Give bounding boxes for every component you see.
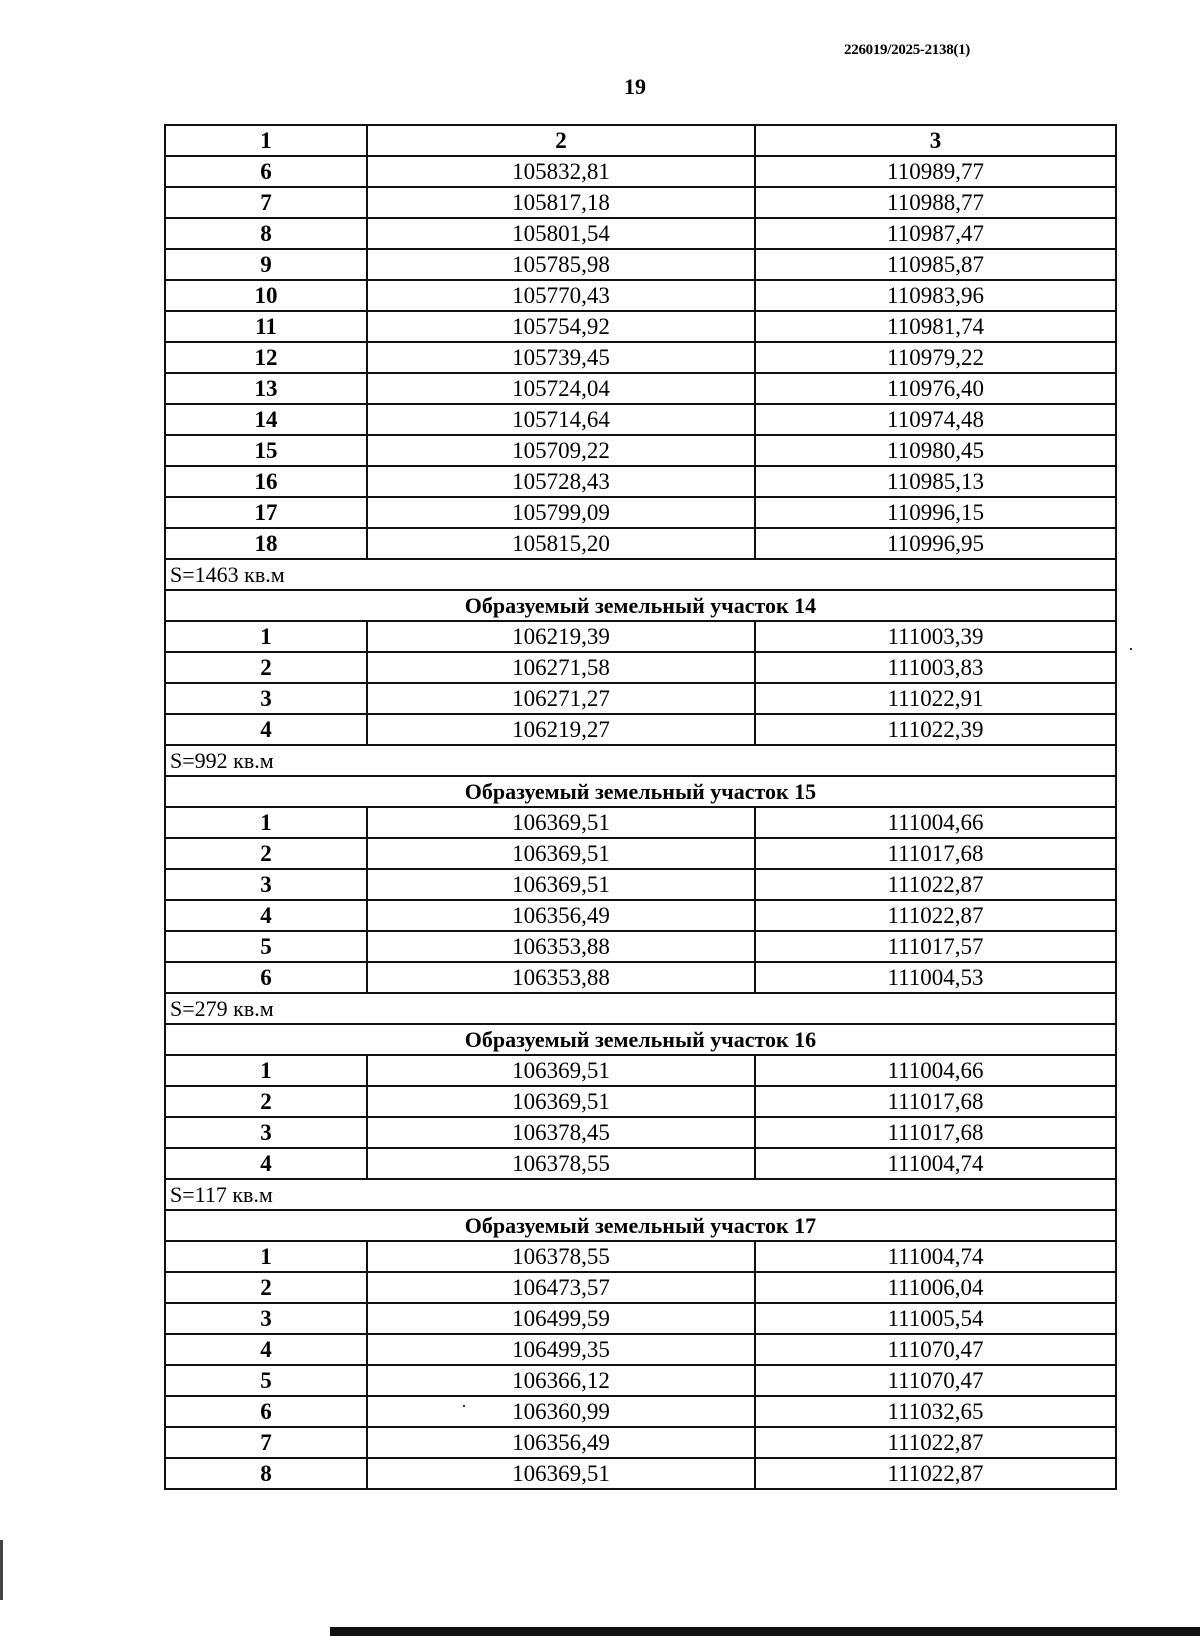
table-row bbox=[165, 838, 1116, 869]
point-number: 2 bbox=[165, 1086, 367, 1117]
point-number: 18 bbox=[165, 528, 367, 559]
table-row bbox=[165, 1427, 1116, 1458]
coordinates-table bbox=[164, 124, 1117, 1490]
point-number: 3 bbox=[165, 869, 367, 900]
y-coordinate: 111022,87 bbox=[755, 1458, 1116, 1489]
point-number: 6 bbox=[165, 962, 367, 993]
x-coordinate: 106369,51 bbox=[367, 838, 755, 869]
point-number: 7 bbox=[165, 187, 367, 218]
point-number: 2 bbox=[165, 1272, 367, 1303]
column-header: 1 bbox=[165, 125, 367, 156]
point-number: 15 bbox=[165, 435, 367, 466]
table-row bbox=[165, 342, 1116, 373]
scan-edge-mark bbox=[0, 1540, 3, 1600]
area-row bbox=[165, 559, 1116, 590]
point-number: 4 bbox=[165, 1334, 367, 1365]
page-number: 19 bbox=[624, 74, 646, 99]
area-row bbox=[165, 745, 1116, 776]
table-row bbox=[165, 404, 1116, 435]
area-value: S=992 кв.м bbox=[165, 745, 1116, 776]
table-row bbox=[165, 156, 1116, 187]
y-coordinate: 111004,53 bbox=[755, 962, 1116, 993]
y-coordinate: 111070,47 bbox=[755, 1365, 1116, 1396]
x-coordinate: 106473,57 bbox=[367, 1272, 755, 1303]
y-coordinate: 111017,68 bbox=[755, 1086, 1116, 1117]
y-coordinate: 111004,74 bbox=[755, 1241, 1116, 1272]
section-title-row bbox=[165, 1210, 1116, 1241]
table-row bbox=[165, 900, 1116, 931]
y-coordinate: 110989,77 bbox=[755, 156, 1116, 187]
x-coordinate: 106356,49 bbox=[367, 900, 755, 931]
y-coordinate: 110980,45 bbox=[755, 435, 1116, 466]
table-row bbox=[165, 652, 1116, 683]
y-coordinate: 111004,66 bbox=[755, 1055, 1116, 1086]
section-title: Образуемый земельный участок 17 bbox=[165, 1210, 1116, 1241]
point-number: 4 bbox=[165, 714, 367, 745]
x-coordinate: 105754,92 bbox=[367, 311, 755, 342]
area-value: S=279 кв.м bbox=[165, 993, 1116, 1024]
x-coordinate: 106378,45 bbox=[367, 1117, 755, 1148]
y-coordinate: 111032,65 bbox=[755, 1396, 1116, 1427]
x-coordinate: 105832,81 bbox=[367, 156, 755, 187]
table-row bbox=[165, 1241, 1116, 1272]
x-coordinate: 105815,20 bbox=[367, 528, 755, 559]
point-number: 10 bbox=[165, 280, 367, 311]
x-coordinate: 106366,12 bbox=[367, 1365, 755, 1396]
table-row bbox=[165, 466, 1116, 497]
x-coordinate: 106369,51 bbox=[367, 807, 755, 838]
y-coordinate: 111022,87 bbox=[755, 900, 1116, 931]
x-coordinate: 106369,51 bbox=[367, 1086, 755, 1117]
section-title-row bbox=[165, 590, 1116, 621]
x-coordinate: 105739,45 bbox=[367, 342, 755, 373]
y-coordinate: 110974,48 bbox=[755, 404, 1116, 435]
point-number: 9 bbox=[165, 249, 367, 280]
y-coordinate: 111003,39 bbox=[755, 621, 1116, 652]
point-number: 3 bbox=[165, 1117, 367, 1148]
table-row bbox=[165, 373, 1116, 404]
area-row bbox=[165, 1179, 1116, 1210]
point-number: 1 bbox=[165, 621, 367, 652]
y-coordinate: 111070,47 bbox=[755, 1334, 1116, 1365]
x-coordinate: 105785,98 bbox=[367, 249, 755, 280]
table-row bbox=[165, 621, 1116, 652]
x-coordinate: 106271,58 bbox=[367, 652, 755, 683]
table-row bbox=[165, 280, 1116, 311]
y-coordinate: 111003,83 bbox=[755, 652, 1116, 683]
y-coordinate: 111006,04 bbox=[755, 1272, 1116, 1303]
y-coordinate: 110985,87 bbox=[755, 249, 1116, 280]
x-coordinate: 105714,64 bbox=[367, 404, 755, 435]
section-title-row bbox=[165, 776, 1116, 807]
point-number: 1 bbox=[165, 1055, 367, 1086]
y-coordinate: 111022,39 bbox=[755, 714, 1116, 745]
table-row bbox=[165, 869, 1116, 900]
y-coordinate: 110985,13 bbox=[755, 466, 1116, 497]
area-value: S=1463 кв.м bbox=[165, 559, 1116, 590]
scan-speck bbox=[1130, 648, 1132, 650]
y-coordinate: 111022,87 bbox=[755, 1427, 1116, 1458]
x-coordinate: 106369,51 bbox=[367, 1458, 755, 1489]
table-row bbox=[165, 218, 1116, 249]
table-row bbox=[165, 249, 1116, 280]
point-number: 1 bbox=[165, 807, 367, 838]
x-coordinate: 106219,39 bbox=[367, 621, 755, 652]
table-row bbox=[165, 1303, 1116, 1334]
y-coordinate: 111004,74 bbox=[755, 1148, 1116, 1179]
table-row bbox=[165, 528, 1116, 559]
x-coordinate: 105770,43 bbox=[367, 280, 755, 311]
table-row bbox=[165, 187, 1116, 218]
y-coordinate: 110979,22 bbox=[755, 342, 1116, 373]
section-title: Образуемый земельный участок 15 bbox=[165, 776, 1116, 807]
scan-bottom-bar bbox=[330, 1627, 1200, 1636]
section-title-row bbox=[165, 1024, 1116, 1055]
table-row bbox=[165, 1055, 1116, 1086]
point-number: 4 bbox=[165, 900, 367, 931]
x-coordinate: 106499,35 bbox=[367, 1334, 755, 1365]
point-number: 13 bbox=[165, 373, 367, 404]
x-coordinate: 105728,43 bbox=[367, 466, 755, 497]
point-number: 3 bbox=[165, 683, 367, 714]
y-coordinate: 111004,66 bbox=[755, 807, 1116, 838]
table-row bbox=[165, 714, 1116, 745]
point-number: 8 bbox=[165, 1458, 367, 1489]
document-number: 226019/2025-2138(1) bbox=[844, 42, 970, 58]
point-number: 7 bbox=[165, 1427, 367, 1458]
x-coordinate: 106271,27 bbox=[367, 683, 755, 714]
x-coordinate: 106356,49 bbox=[367, 1427, 755, 1458]
x-coordinate: 105801,54 bbox=[367, 218, 755, 249]
table-row bbox=[165, 1458, 1116, 1489]
table-row bbox=[165, 1148, 1116, 1179]
y-coordinate: 110996,95 bbox=[755, 528, 1116, 559]
point-number: 2 bbox=[165, 652, 367, 683]
y-coordinate: 110976,40 bbox=[755, 373, 1116, 404]
point-number: 8 bbox=[165, 218, 367, 249]
x-coordinate: 106360,99 bbox=[367, 1396, 755, 1427]
x-coordinate: 105709,22 bbox=[367, 435, 755, 466]
table-row bbox=[165, 931, 1116, 962]
y-coordinate: 111017,57 bbox=[755, 931, 1116, 962]
y-coordinate: 111022,91 bbox=[755, 683, 1116, 714]
x-coordinate: 106353,88 bbox=[367, 962, 755, 993]
table-row bbox=[165, 1117, 1116, 1148]
point-number: 3 bbox=[165, 1303, 367, 1334]
point-number: 1 bbox=[165, 1241, 367, 1272]
point-number: 2 bbox=[165, 838, 367, 869]
x-coordinate: 106499,59 bbox=[367, 1303, 755, 1334]
table-row bbox=[165, 683, 1116, 714]
x-coordinate: 106369,51 bbox=[367, 869, 755, 900]
table-row bbox=[165, 1272, 1116, 1303]
column-header: 2 bbox=[367, 125, 755, 156]
section-title: Образуемый земельный участок 14 bbox=[165, 590, 1116, 621]
scan-speck bbox=[463, 1405, 465, 1407]
table-row bbox=[165, 1396, 1116, 1427]
y-coordinate: 110988,77 bbox=[755, 187, 1116, 218]
point-number: 6 bbox=[165, 156, 367, 187]
table-row bbox=[165, 807, 1116, 838]
x-coordinate: 106378,55 bbox=[367, 1148, 755, 1179]
y-coordinate: 111017,68 bbox=[755, 1117, 1116, 1148]
point-number: 5 bbox=[165, 931, 367, 962]
y-coordinate: 110996,15 bbox=[755, 497, 1116, 528]
y-coordinate: 110983,96 bbox=[755, 280, 1116, 311]
x-coordinate: 106378,55 bbox=[367, 1241, 755, 1272]
table-row bbox=[165, 962, 1116, 993]
section-title: Образуемый земельный участок 16 bbox=[165, 1024, 1116, 1055]
area-row bbox=[165, 993, 1116, 1024]
x-coordinate: 105799,09 bbox=[367, 497, 755, 528]
point-number: 16 bbox=[165, 466, 367, 497]
point-number: 4 bbox=[165, 1148, 367, 1179]
point-number: 14 bbox=[165, 404, 367, 435]
point-number: 17 bbox=[165, 497, 367, 528]
x-coordinate: 105817,18 bbox=[367, 187, 755, 218]
y-coordinate: 111017,68 bbox=[755, 838, 1116, 869]
y-coordinate: 110981,74 bbox=[755, 311, 1116, 342]
y-coordinate: 111022,87 bbox=[755, 869, 1116, 900]
table-row bbox=[165, 311, 1116, 342]
table-row bbox=[165, 497, 1116, 528]
y-coordinate: 110987,47 bbox=[755, 218, 1116, 249]
column-header: 3 bbox=[755, 125, 1116, 156]
table-header-row bbox=[165, 125, 1116, 156]
y-coordinate: 111005,54 bbox=[755, 1303, 1116, 1334]
table-row bbox=[165, 1086, 1116, 1117]
table-row bbox=[165, 435, 1116, 466]
point-number: 12 bbox=[165, 342, 367, 373]
point-number: 6 bbox=[165, 1396, 367, 1427]
point-number: 5 bbox=[165, 1365, 367, 1396]
area-value: S=117 кв.м bbox=[165, 1179, 1116, 1210]
table-row bbox=[165, 1334, 1116, 1365]
table-row bbox=[165, 1365, 1116, 1396]
x-coordinate: 106369,51 bbox=[367, 1055, 755, 1086]
point-number: 11 bbox=[165, 311, 367, 342]
x-coordinate: 105724,04 bbox=[367, 373, 755, 404]
x-coordinate: 106353,88 bbox=[367, 931, 755, 962]
x-coordinate: 106219,27 bbox=[367, 714, 755, 745]
